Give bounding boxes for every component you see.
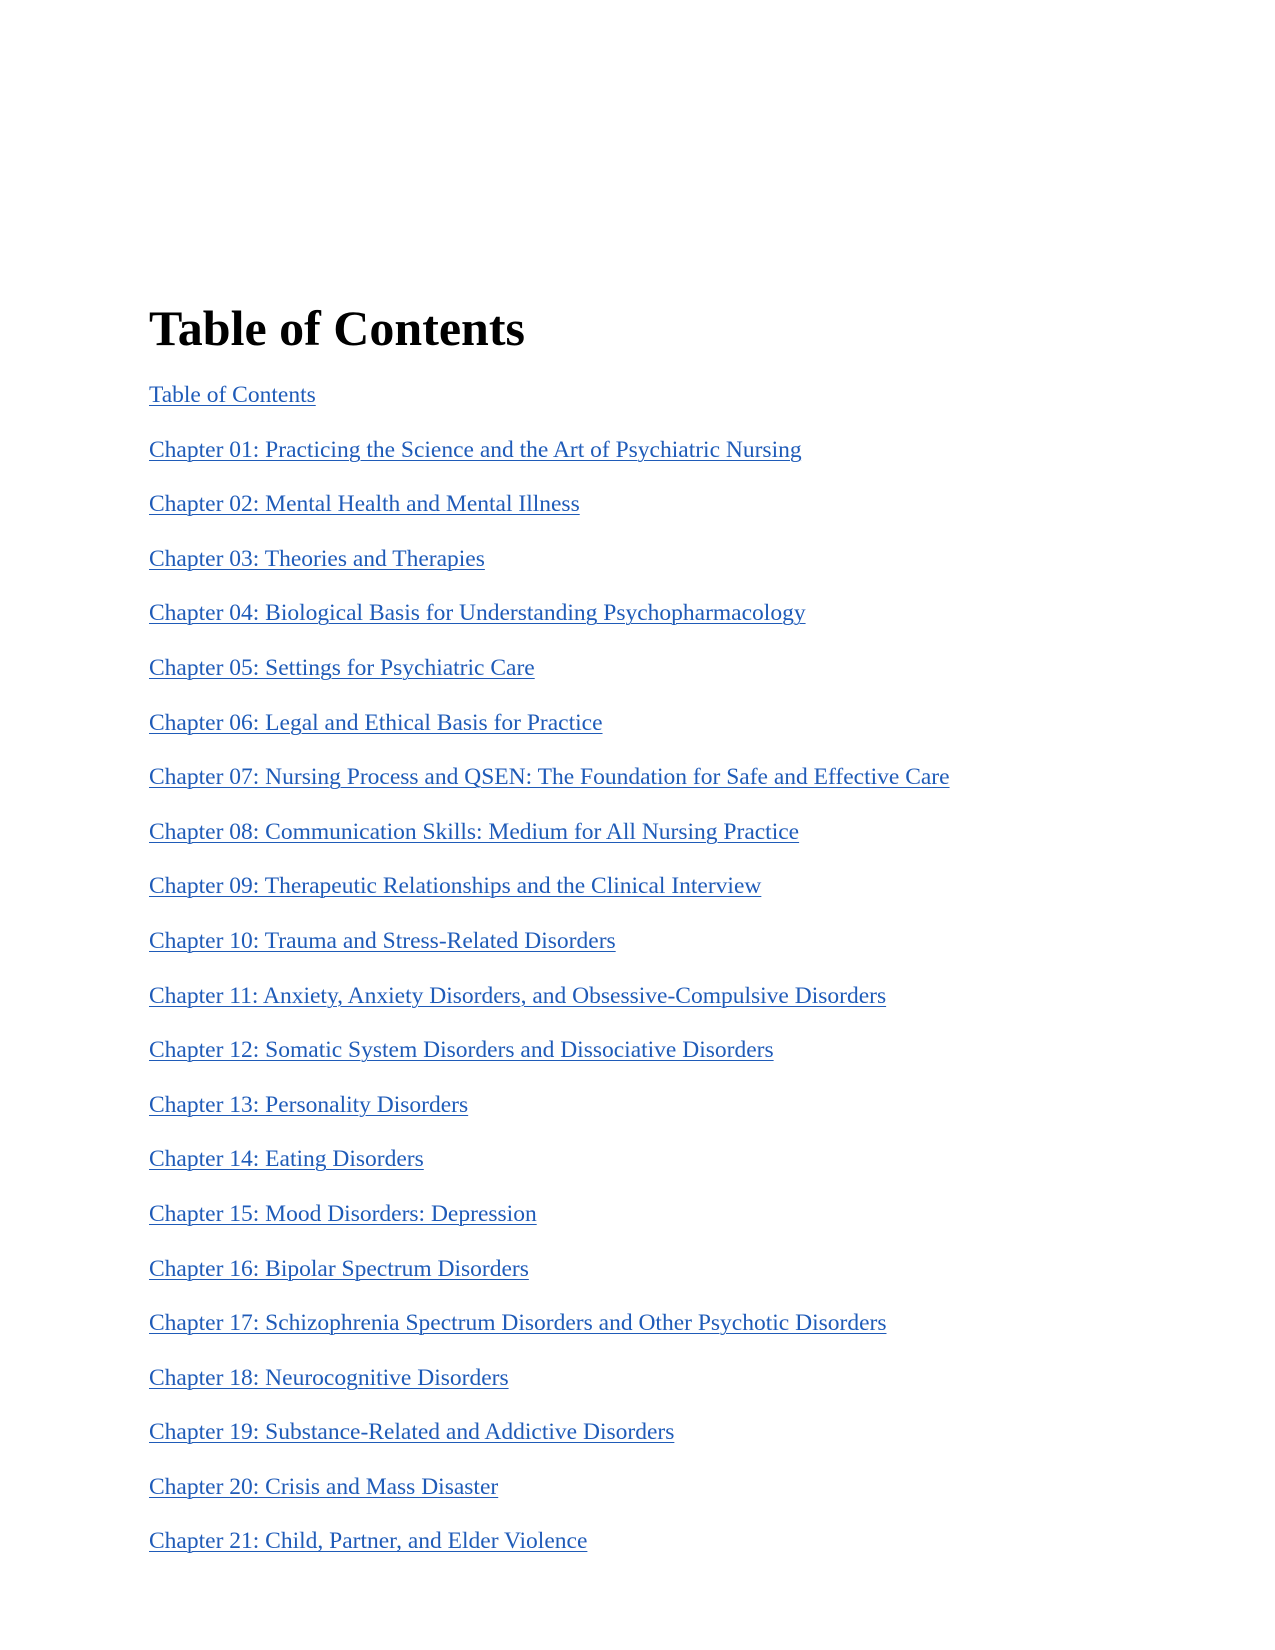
toc-entry: [149, 708, 950, 763]
toc-entry: [149, 762, 950, 817]
toc-link-chapter-01[interactable]: Chapter 01: Practicing the Science and the Art of Psychiatric Nursing: [149, 436, 802, 463]
toc-link-chapter-05[interactable]: Chapter 05: Settings for Psychiatric Care: [149, 654, 535, 681]
toc-link-chapter-15[interactable]: Chapter 15: Mood Disorders: Depression: [149, 1200, 537, 1227]
toc-link-table-of-contents[interactable]: Table of Contents: [149, 382, 316, 408]
toc-entry: [149, 1308, 950, 1363]
toc-link-chapter-10[interactable]: Chapter 10: Trauma and Stress-Related Disorders: [149, 927, 616, 954]
toc-link-chapter-13[interactable]: Chapter 13: Personality Disorders: [149, 1091, 469, 1118]
toc-link-chapter-19[interactable]: Chapter 19: Substance-Related and Addictive Disorders: [149, 1419, 675, 1446]
toc-link-chapter-03[interactable]: Chapter 03: Theories and Therapies: [149, 545, 485, 572]
toc-link-chapter-06[interactable]: Chapter 06: Legal and Ethical Basis for Practice: [149, 709, 603, 736]
toc-link-chapter-02[interactable]: Chapter 02: Mental Health and Mental Illness: [149, 491, 580, 518]
toc-link-chapter-07[interactable]: Chapter 07: Nursing Process and QSEN: The Foundation for Safe and Effective Care: [149, 764, 950, 791]
toc-link-chapter-14[interactable]: Chapter 14: Eating Disorders: [149, 1146, 424, 1173]
toc-entry: [149, 598, 950, 653]
toc-entry: [149, 653, 950, 708]
toc-entry: [149, 817, 950, 872]
toc-entry: [149, 1417, 950, 1472]
toc-entry: [149, 435, 950, 490]
toc-link-chapter-21[interactable]: Chapter 21: Child, Partner, and Elder Violence: [149, 1528, 588, 1555]
toc-entry: [149, 926, 950, 981]
toc-entry: [149, 871, 950, 926]
toc-entry: [149, 981, 950, 1036]
toc-link-chapter-11[interactable]: Chapter 11: Anxiety, Anxiety Disorders, and Obsessive-Compulsive Disorders: [149, 982, 887, 1009]
toc-entry: [149, 1472, 950, 1527]
toc-entry: [149, 1144, 950, 1199]
toc-entry: [149, 1526, 950, 1581]
toc-entry: [149, 1363, 950, 1418]
toc-entry: [149, 1199, 950, 1254]
toc-link-chapter-08[interactable]: Chapter 08: Communication Skills: Medium for All Nursing Practice: [149, 818, 800, 845]
toc-link-chapter-04[interactable]: Chapter 04: Biological Basis for Understanding Psychopharmacology: [149, 600, 806, 627]
toc-entry: [149, 380, 950, 435]
toc-entry: [149, 1090, 950, 1145]
toc-entry: [149, 1254, 950, 1309]
toc-entry: [149, 544, 950, 599]
toc-link-chapter-17[interactable]: Chapter 17: Schizophrenia Spectrum Disorders and Other Psychotic Disorders: [149, 1310, 887, 1337]
toc-link-chapter-12[interactable]: Chapter 12: Somatic System Disorders and Dissociative Disorders: [149, 1037, 774, 1064]
page-title: Table of Contents: [149, 300, 525, 356]
toc-entry: [149, 489, 950, 544]
toc-link-chapter-16[interactable]: Chapter 16: Bipolar Spectrum Disorders: [149, 1255, 529, 1282]
toc-link-chapter-18[interactable]: Chapter 18: Neurocognitive Disorders: [149, 1364, 509, 1391]
toc-list: [149, 380, 950, 1581]
toc-entry: [149, 1035, 950, 1090]
toc-link-chapter-09[interactable]: Chapter 09: Therapeutic Relationships and the Clinical Interview: [149, 873, 762, 900]
toc-link-chapter-20[interactable]: Chapter 20: Crisis and Mass Disaster: [149, 1473, 499, 1500]
